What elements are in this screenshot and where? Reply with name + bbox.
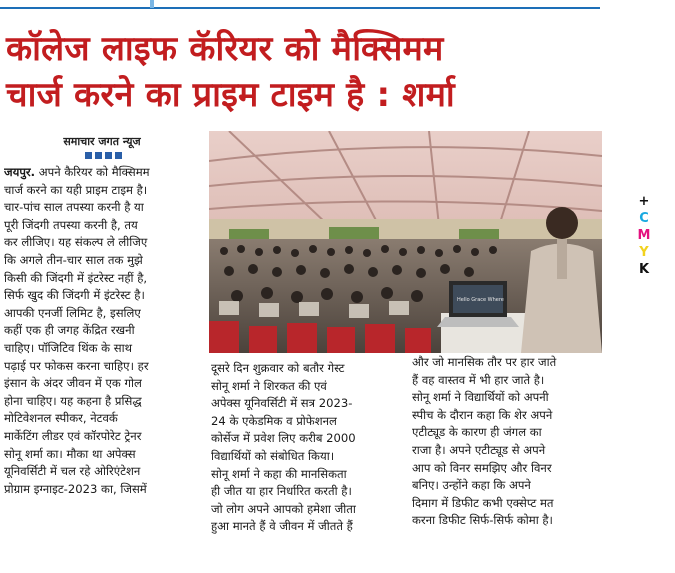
column-1-line: इंसान के अंदर जीवन में एक गोल xyxy=(4,376,142,391)
dot xyxy=(95,152,102,159)
column-1-line xyxy=(4,164,206,182)
column-1-line: चार-पांच साल तपस्या करनी है या xyxy=(4,200,144,215)
column-1-line: यूनिवर्सिटी में चल रहे ओरिएंटेशन xyxy=(4,464,141,479)
column-3-line: हैं वह वास्तव में भी हार जाते है। xyxy=(412,372,545,387)
column-1-line: कि अगले तीन-चार साल तक मुझे xyxy=(4,252,143,267)
column-2-line: हुआ मानते हैं वे जीवन में जीतते हैं xyxy=(211,519,353,534)
article-column-2 xyxy=(211,360,407,536)
dot xyxy=(105,152,112,159)
column-3-line: एटीट्यूड के कारण ही जंगल का xyxy=(412,425,542,440)
column-3-line: सोनू शर्मा ने विद्यार्थियों को अपनी xyxy=(412,390,549,405)
column-2-line: दूसरे दिन शुक्रवार को बतौर गेस्ट xyxy=(211,361,345,375)
column-3-line: और जो मानसिक तौर पर हार जाते xyxy=(412,355,557,369)
cmyk-k: K xyxy=(638,262,650,277)
byline: समाचार जगत न्यूज xyxy=(63,135,141,148)
column-3-line: राजा है। अपने एटीट्यूड से अपने xyxy=(412,442,546,457)
cmyk-m: M xyxy=(637,228,651,243)
column-3-line: करना डिफीट सिर्फ-सिर्फ कोमा है। xyxy=(412,513,553,528)
headline xyxy=(6,26,606,118)
column-1-line: आपकी एनर्जी लिमिट है, इसलिए xyxy=(4,305,141,320)
column-2-line: अपेक्स यूनिवर्सिटी में सत्र 2023- xyxy=(211,396,353,411)
headline-line-1: कॉलेज लाइफ कॅरियर को मैक्सिमम xyxy=(6,29,444,69)
column-1-line: कहीं एक ही जगह केंद्रित रखनी xyxy=(4,323,135,338)
cmyk-y: Y xyxy=(639,245,649,260)
column-1-line: पूरी जिंदगी तपस्या करनी है, तय xyxy=(4,217,138,232)
column-3-line: बनिए। उन्होंने कहा कि अपने xyxy=(412,478,531,493)
article-column-3 xyxy=(412,354,606,530)
top-mark xyxy=(150,0,154,8)
cmyk-c: C xyxy=(639,211,649,226)
cmyk-registration-mark xyxy=(636,193,652,278)
column-1-line: कर लीजिए। यह संकल्प ले लीजिए xyxy=(4,235,148,250)
column-2-line: विद्यार्थियों को संबोधित किया। xyxy=(211,448,335,463)
column-1-line: मार्केटिंग लीडर एवं कॉरपोरेट ट्रेनर xyxy=(4,428,142,443)
column-3-line: दिमाग में डिफीट कभी एक्सेप्ट मत xyxy=(412,495,554,510)
article-column-1 xyxy=(4,164,206,498)
dot xyxy=(85,152,92,159)
column-1-line: किसी की जिंदगी में इंटरेस्ट नहीं है, xyxy=(4,270,148,285)
column-2-line: 24 के एकेडमिक व प्रोफेशनल xyxy=(211,413,337,428)
dot xyxy=(115,152,122,159)
laptop-screen-text: Hello Grace Where xyxy=(457,297,504,303)
column-1-line: पढ़ाई पर फोकस करना चाहिए। हर xyxy=(4,358,149,373)
column-1-first-text: अपने कैरियर को मैक्सिमम xyxy=(38,165,150,179)
column-3-line: स्पीच के दौरान कहा कि शेर अपने xyxy=(412,407,553,422)
column-3-line: आप को विनर समझिए और विनर xyxy=(412,460,552,475)
column-2-line: सोनू शर्मा ने कहा की मानसिकता xyxy=(211,466,347,481)
top-rule xyxy=(0,7,600,9)
headline-line-2: चार्ज करने का प्राइम टाइम है : शर्मा xyxy=(6,75,455,115)
column-1-line: चार्ज करने का यही प्राइम टाइम है। xyxy=(4,182,148,197)
column-2-line: कोर्सेज में प्रवेश लिए करीब 2000 xyxy=(211,431,356,446)
column-1-line: मोटिवेशनल स्पीकर, नेटवर्क xyxy=(4,411,118,426)
column-2-line: जो लोग अपने आपको हमेशा जीता xyxy=(211,501,356,516)
column-1-line: प्रोग्राम इग्नाइट-2023 का, जिसमें xyxy=(4,481,147,496)
laptop xyxy=(437,281,519,327)
column-2-line: सोनू शर्मा ने शिरकत की एवं xyxy=(211,378,327,393)
event-photo xyxy=(209,131,602,353)
registration-plus: + xyxy=(638,194,650,209)
column-1-line: चाहिए। पॉजिटिव थिंक के साथ xyxy=(4,340,133,355)
column-2-line: ही जीत या हार निर्धारित करती है। xyxy=(211,484,352,499)
column-1-line: सिर्फ खुद की जिंदगी में इंटरेस्ट है। xyxy=(4,288,145,303)
column-1-line: होना चाहिए। यह कहना है प्रसिद्ध xyxy=(4,393,142,408)
dateline: जयपुर. xyxy=(4,165,36,179)
byline-dots xyxy=(85,152,122,159)
column-1-line: सोनू शर्मा का। मौका था अपेक्स xyxy=(4,446,136,461)
